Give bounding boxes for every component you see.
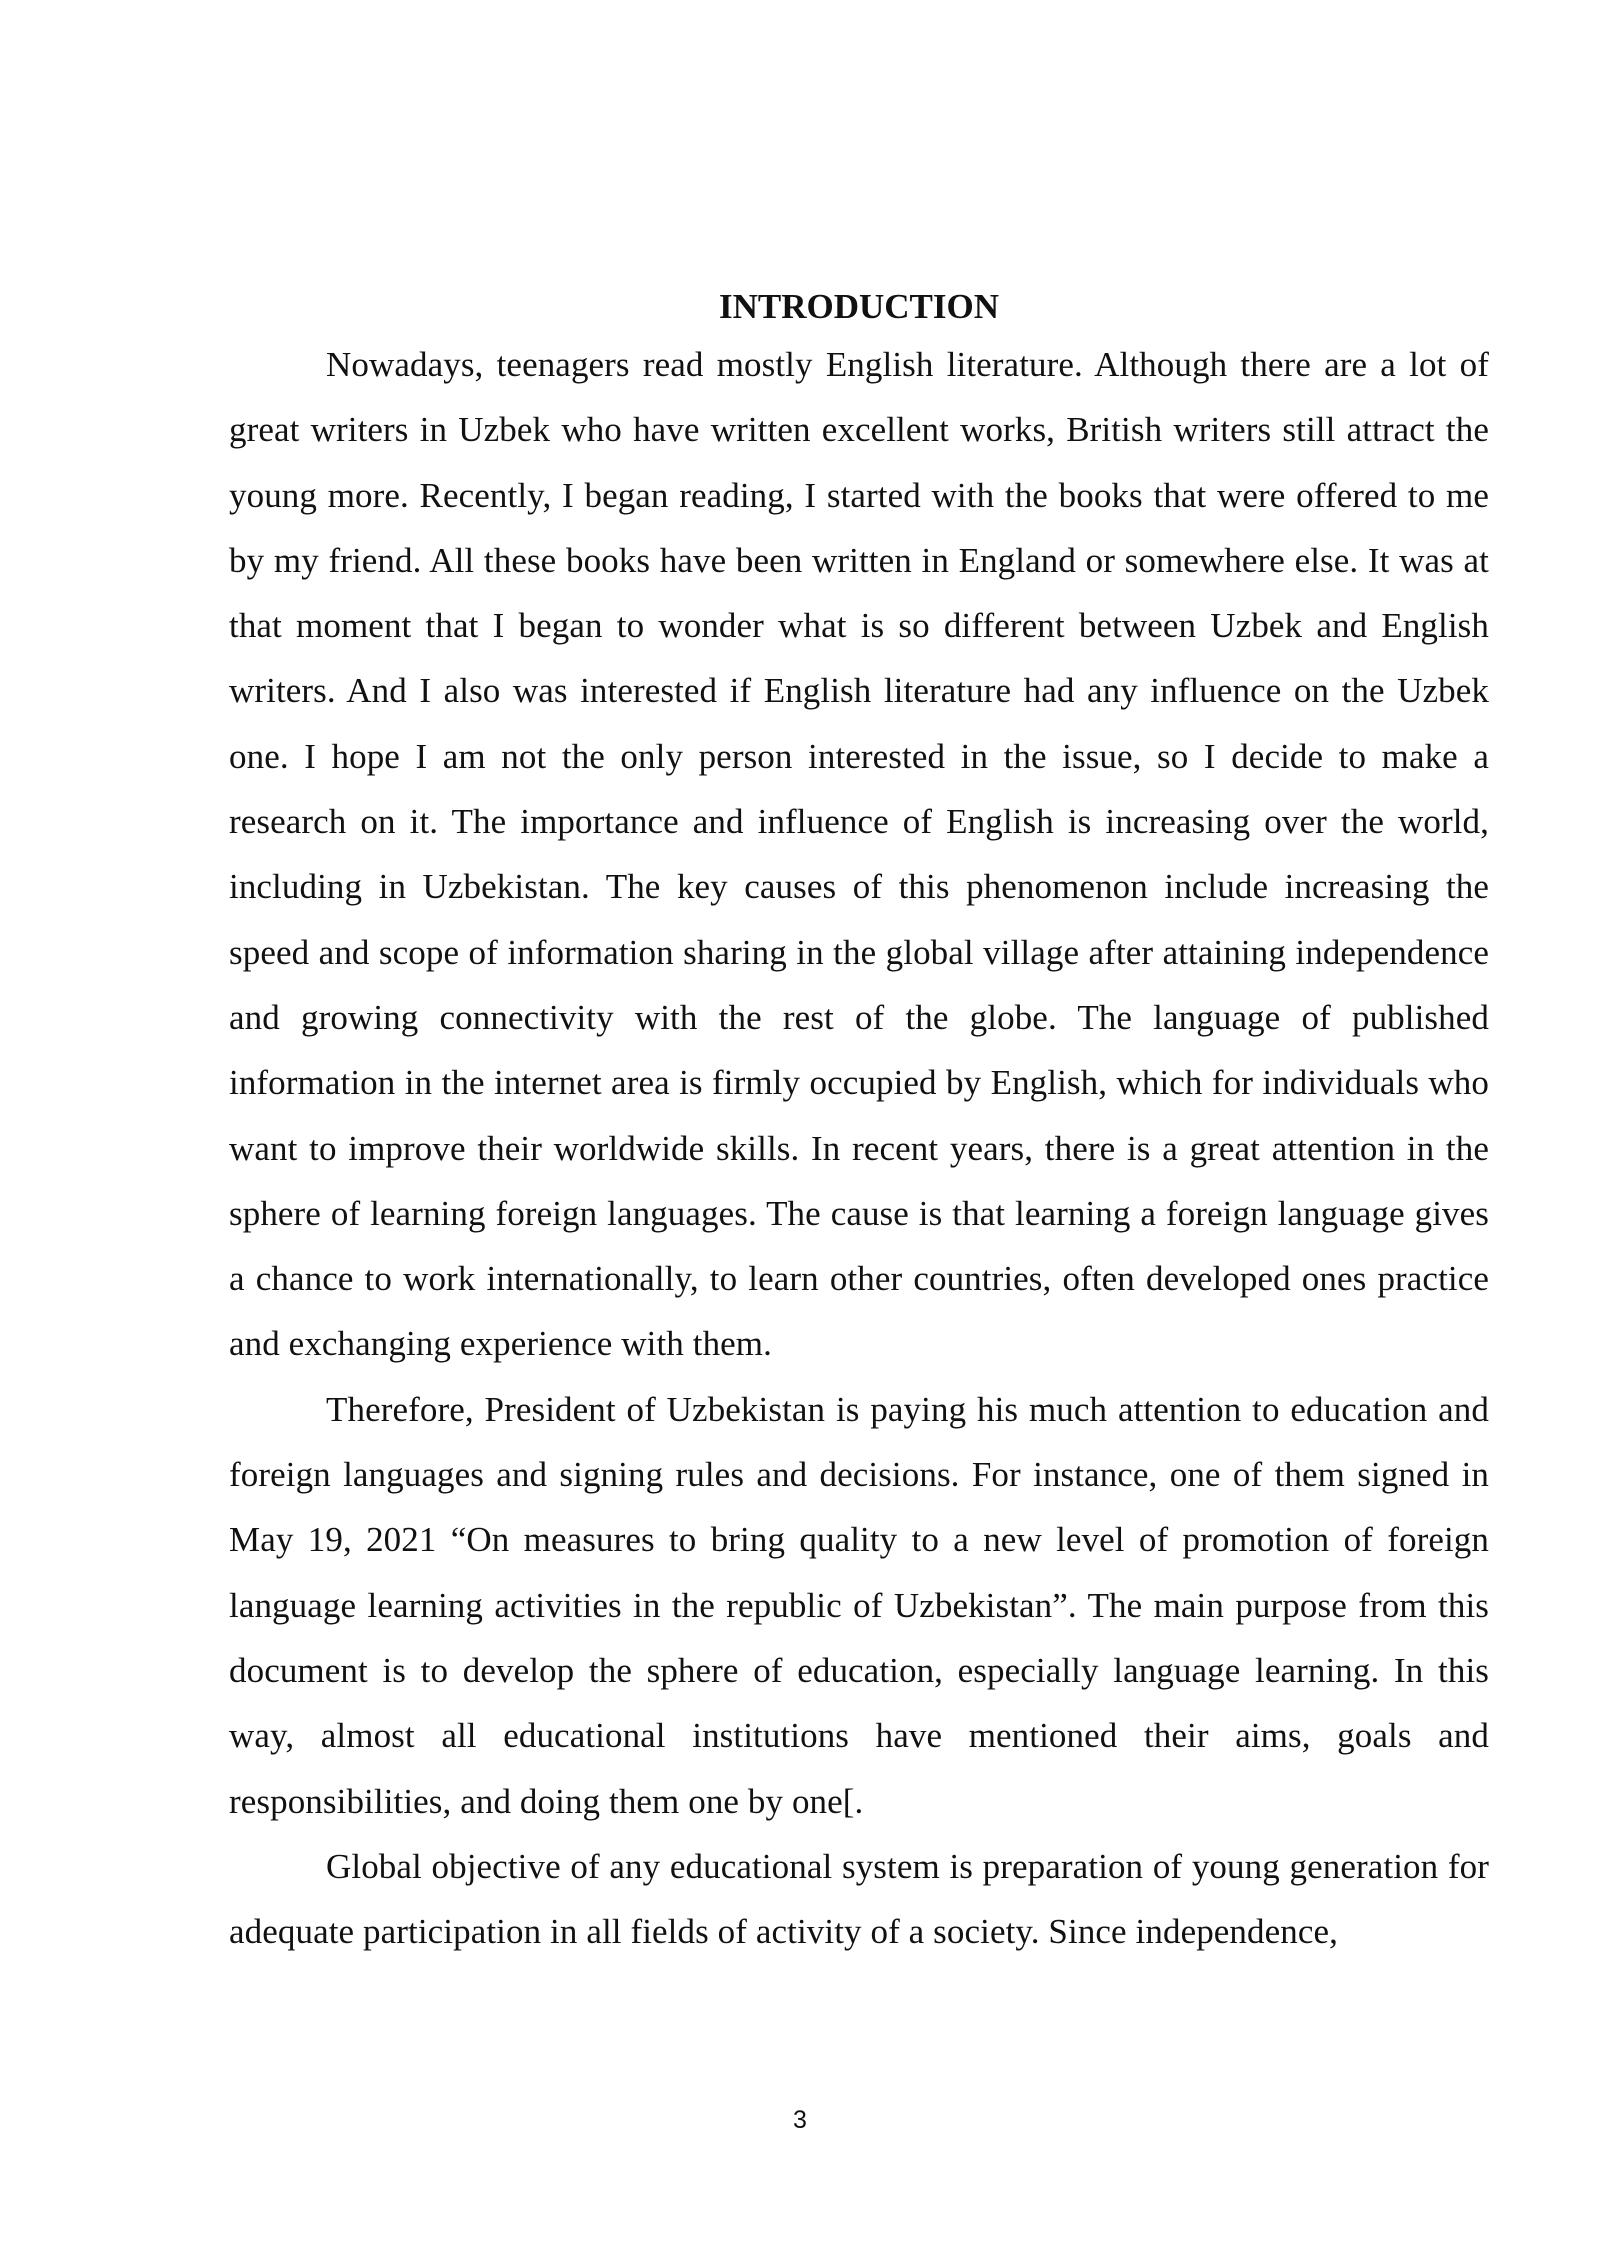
- section-title: INTRODUCTION: [718, 287, 1000, 326]
- paragraph-2: Therefore, President of Uzbekistan is paying his much attention to education and foreign languages and signing rules and decisions. For instance, one of them signed in May 19, 2021 “On measures to bring quality to a new level of promotion of foreign language learning activities in the republic of Uzbekistan”. The main purpose from this document is to develop the sphere of education, especially language learning. In this way, almost all educational institutions have mentioned their aims, goals and responsibilities, and doing them one by one[.: [229, 1389, 1489, 1821]
- paragraph-1: Nowadays, teenagers read mostly English literature. Although there are a lot of great writers in Uzbek who have written excellent works, British writers still attract the young more. Recently, I began reading, I started with the books that were offered to me by my friend. All these books have been written in England or somewhere else. It was at that moment that I began to wonder what is so different between Uzbek and English writers. And I also was interested if English literature had any influence on the Uzbek one. I hope I am not the only person interested in the issue, so I decide to make a research on it. The importance and influence of English is increasing over the world, including in Uzbekistan. The key causes of this phenomenon include increasing the speed and scope of information sharing in the global village after attaining independence and growing connectivity with the rest of the globe. The language of published information in the internet area is firmly occupied by English, which for individuals who want to improve their worldwide skills. In recent years, there is a great attention in the sphere of learning foreign languages. The cause is that learning a foreign language gives a chance to work internationally, to learn other countries, often developed ones practice and exchanging experience with them.: [229, 345, 1489, 1364]
- page-number: 3: [793, 2106, 807, 2134]
- page-content: [229, 282, 1489, 1964]
- paragraph-3: Global objective of any educational system is preparation of young generation for adequate participation in all fields of activity of a society. Since independence,: [229, 1846, 1489, 1952]
